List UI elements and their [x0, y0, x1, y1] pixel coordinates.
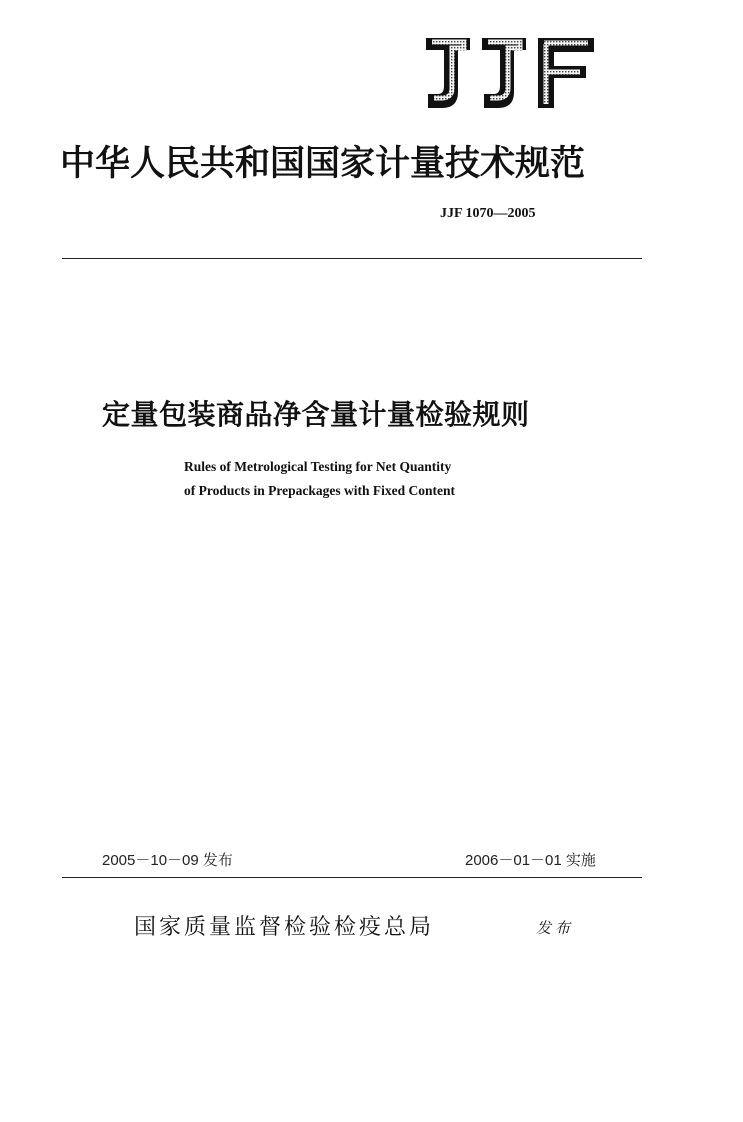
standard-code: JJF 1070—2005 [440, 206, 536, 221]
logo-text: JJF [418, 32, 420, 33]
issue-date: 2005－10－09 发布 [102, 852, 233, 869]
document-title-cn: 定量包装商品净含量计量检验规则 [102, 398, 530, 431]
document-title-en-line-2: of Products in Prepackages with Fixed Content [184, 483, 455, 498]
bottom-divider [62, 877, 642, 878]
standard-series-title: 中华人民共和国国家计量技术规范 [60, 143, 586, 184]
publisher-name: 国家质量监督检验检疫总局 [134, 915, 435, 940]
jjf-logo [418, 32, 600, 114]
publish-label: 发布 [536, 919, 575, 937]
top-divider [62, 258, 642, 259]
implementation-date: 2006－01－01 实施 [465, 852, 596, 869]
document-title-en-line-1: Rules of Metrological Testing for Net Quantity [184, 459, 452, 474]
